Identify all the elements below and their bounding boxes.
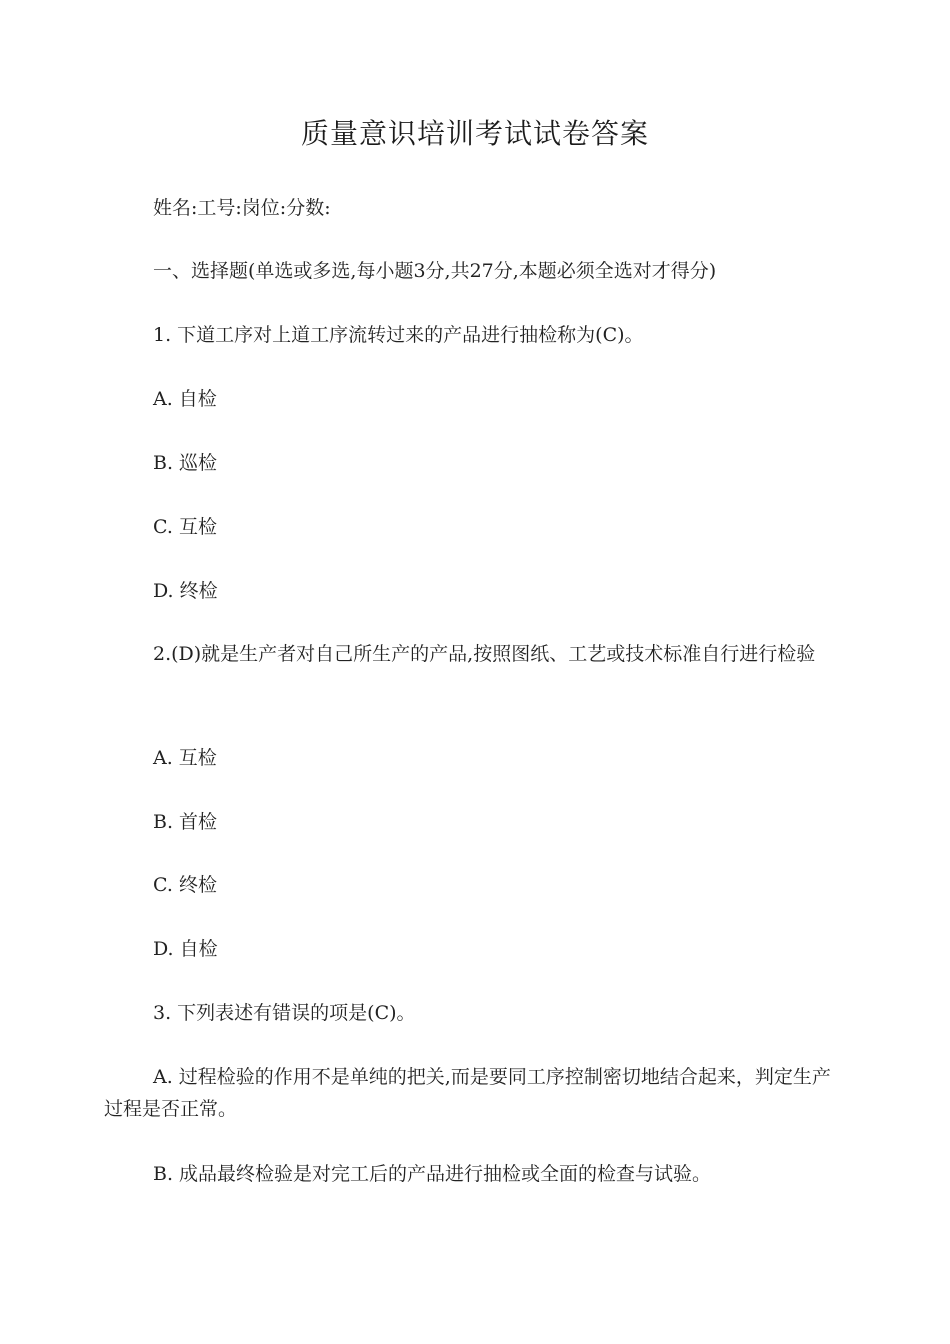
section-heading: 一、选择题(单选或多选,每小题3分,共27分,本题必须全选对才得分) xyxy=(153,260,717,282)
question-2-stem: 2.(D)就是生产者对自己所生产的产品,按照图纸、工艺或技术标准自行进行检验 xyxy=(153,643,816,665)
question-1-option-a: A. 自检 xyxy=(153,388,217,410)
question-2-option-d: D. 自检 xyxy=(153,938,218,960)
question-2-option-c: C. 终检 xyxy=(153,874,217,896)
question-1-option-b: B. 巡检 xyxy=(153,452,218,474)
question-3-option-a: A. 过程检验的作用不是单纯的把关,而是要同工序控制密切地结合起来，判定生产过程是否正常。 xyxy=(104,1066,831,1120)
info-line: 姓名:工号:岗位:分数: xyxy=(153,197,331,219)
question-2-option-a: A. 互检 xyxy=(153,747,217,769)
question-1-option-c: C. 互检 xyxy=(153,516,217,538)
question-3-option-b: B. 成品最终检验是对完工后的产品进行抽检或全面的检查与试验。 xyxy=(153,1163,712,1185)
question-3-stem: 3. 下列表述有错误的项是(C)。 xyxy=(153,1002,416,1024)
question-1-option-d: D. 终检 xyxy=(153,580,218,602)
page-title: 质量意识培训考试试卷答案 xyxy=(300,117,649,150)
question-2-option-b: B. 首检 xyxy=(153,811,218,833)
question-1-stem: 1. 下道工序对上道工序流转过来的产品进行抽检称为(C)。 xyxy=(153,324,644,346)
